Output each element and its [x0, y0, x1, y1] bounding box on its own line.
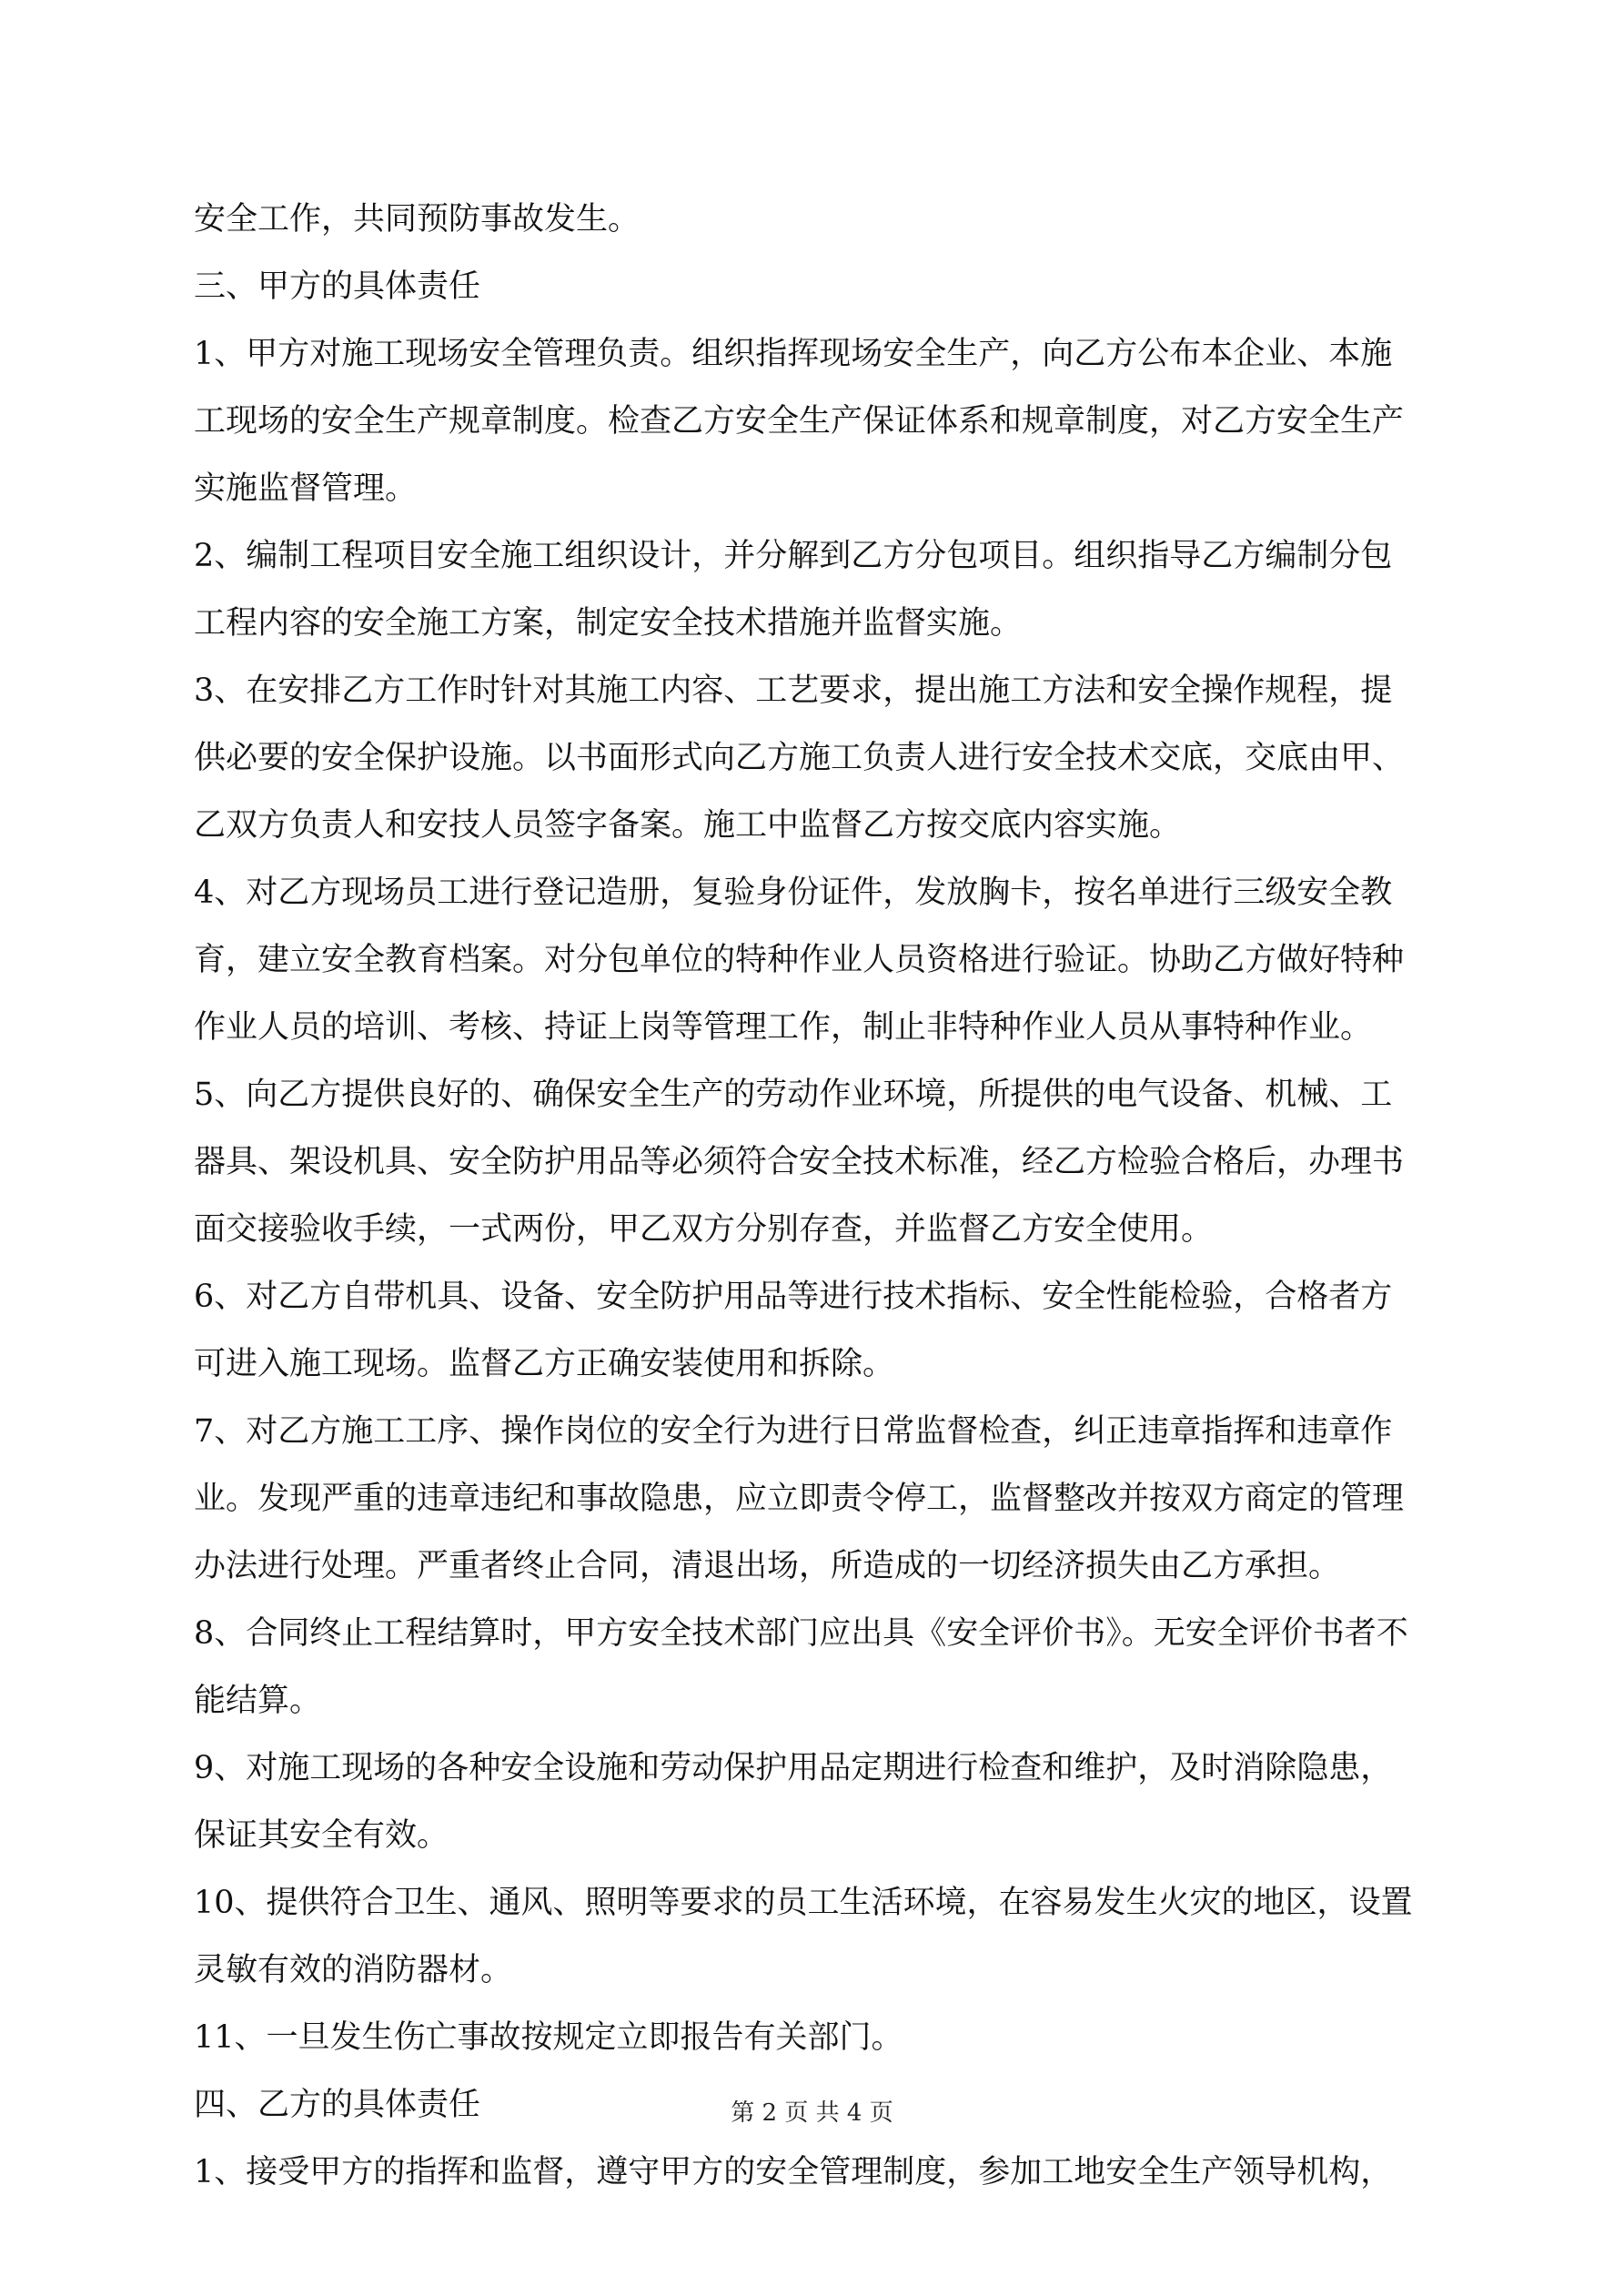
- text-line: 3、在安排乙方工作时针对其施工内容、工艺要求，提出施工方法和安全操作规程，提: [194, 673, 1393, 709]
- text-line: 可进入施工现场。监督乙方正确安装使用和拆除。: [194, 1346, 895, 1382]
- section-heading: 四、乙方的具体责任: [194, 2087, 481, 2123]
- text-line: 面交接验收手续，一式两份，甲乙双方分别存查，并监督乙方安全使用。: [194, 1211, 1214, 1248]
- text-line: 9、对施工现场的各种安全设施和劳动保护用品定期进行检查和维护，及时消除隐患，: [194, 1750, 1393, 1786]
- text-line: 器具、架设机具、安全防护用品等必须符合安全技术标准，经乙方检验合格后，办理书: [194, 1144, 1405, 1180]
- text-line: 保证其安全有效。: [194, 1817, 449, 1854]
- text-line: 7、对乙方施工工序、操作岗位的安全行为进行日常监督检查，纠正违章指挥和违章作: [194, 1413, 1393, 1450]
- text-line: 供必要的安全保护设施。以书面形式向乙方施工负责人进行安全技术交底，交底由甲、: [194, 740, 1405, 776]
- text-line: 1、甲方对施工现场安全管理负责。组织指挥现场安全生产，向乙方公布本企业、本施: [194, 336, 1393, 372]
- text-line: 8、合同终止工程结算时，甲方安全技术部门应出具《安全评价书》。无安全评价书者不: [194, 1615, 1408, 1652]
- text-line: 能结算。: [194, 1683, 322, 1719]
- section-heading: 三、甲方的具体责任: [194, 268, 481, 305]
- text-line: 1、接受甲方的指挥和监督，遵守甲方的安全管理制度，参加工地安全生产领导机构，: [194, 2154, 1393, 2190]
- text-line: 工现场的安全生产规章制度。检查乙方安全生产保证体系和规章制度，对乙方安全生产: [194, 403, 1405, 440]
- text-line: 育，建立安全教育档案。对分包单位的特种作业人员资格进行验证。协助乙方做好特种: [194, 942, 1405, 978]
- page-number-footer: 第 2 页 共 4 页: [731, 2099, 893, 2127]
- text-line: 作业人员的培训、考核、持证上岗等管理工作，制止非特种作业人员从事特种作业。: [194, 1009, 1373, 1046]
- text-line: 实施监督管理。: [194, 470, 418, 507]
- text-line: 11、一旦发生伤亡事故按规定立即报告有关部门。: [194, 2019, 903, 2056]
- document-body: [194, 186, 1440, 2206]
- text-line: 5、向乙方提供良好的、确保安全生产的劳动作业环境，所提供的电气设备、机械、工: [194, 1077, 1393, 1113]
- text-line: 4、对乙方现场员工进行登记造册，复验身份证件，发放胸卡，按名单进行三级安全教: [194, 875, 1393, 911]
- text-line: 2、编制工程项目安全施工组织设计，并分解到乙方分包项目。组织指导乙方编制分包: [194, 538, 1393, 574]
- text-line: 6、对乙方自带机具、设备、安全防护用品等进行技术指标、安全性能检验，合格者方: [194, 1279, 1393, 1315]
- text-line: 业。发现严重的违章违纪和事故隐患，应立即责令停工，监督整改并按双方商定的管理: [194, 1481, 1405, 1517]
- text-line: 乙双方负责人和安技人员签字备案。施工中监督乙方按交底内容实施。: [194, 807, 1182, 844]
- text-line: 安全工作，共同预防事故发生。: [194, 201, 641, 238]
- text-line: 工程内容的安全施工方案，制定安全技术措施并监督实施。: [194, 605, 1023, 642]
- text-line: 灵敏有效的消防器材。: [194, 1952, 513, 1988]
- text-line: 办法进行处理。严重者终止合同，清退出场，所造成的一切经济损失由乙方承担。: [194, 1548, 1341, 1584]
- text-line: 10、提供符合卫生、通风、照明等要求的员工生活环境，在容易发生火灾的地区，设置: [194, 1885, 1413, 1921]
